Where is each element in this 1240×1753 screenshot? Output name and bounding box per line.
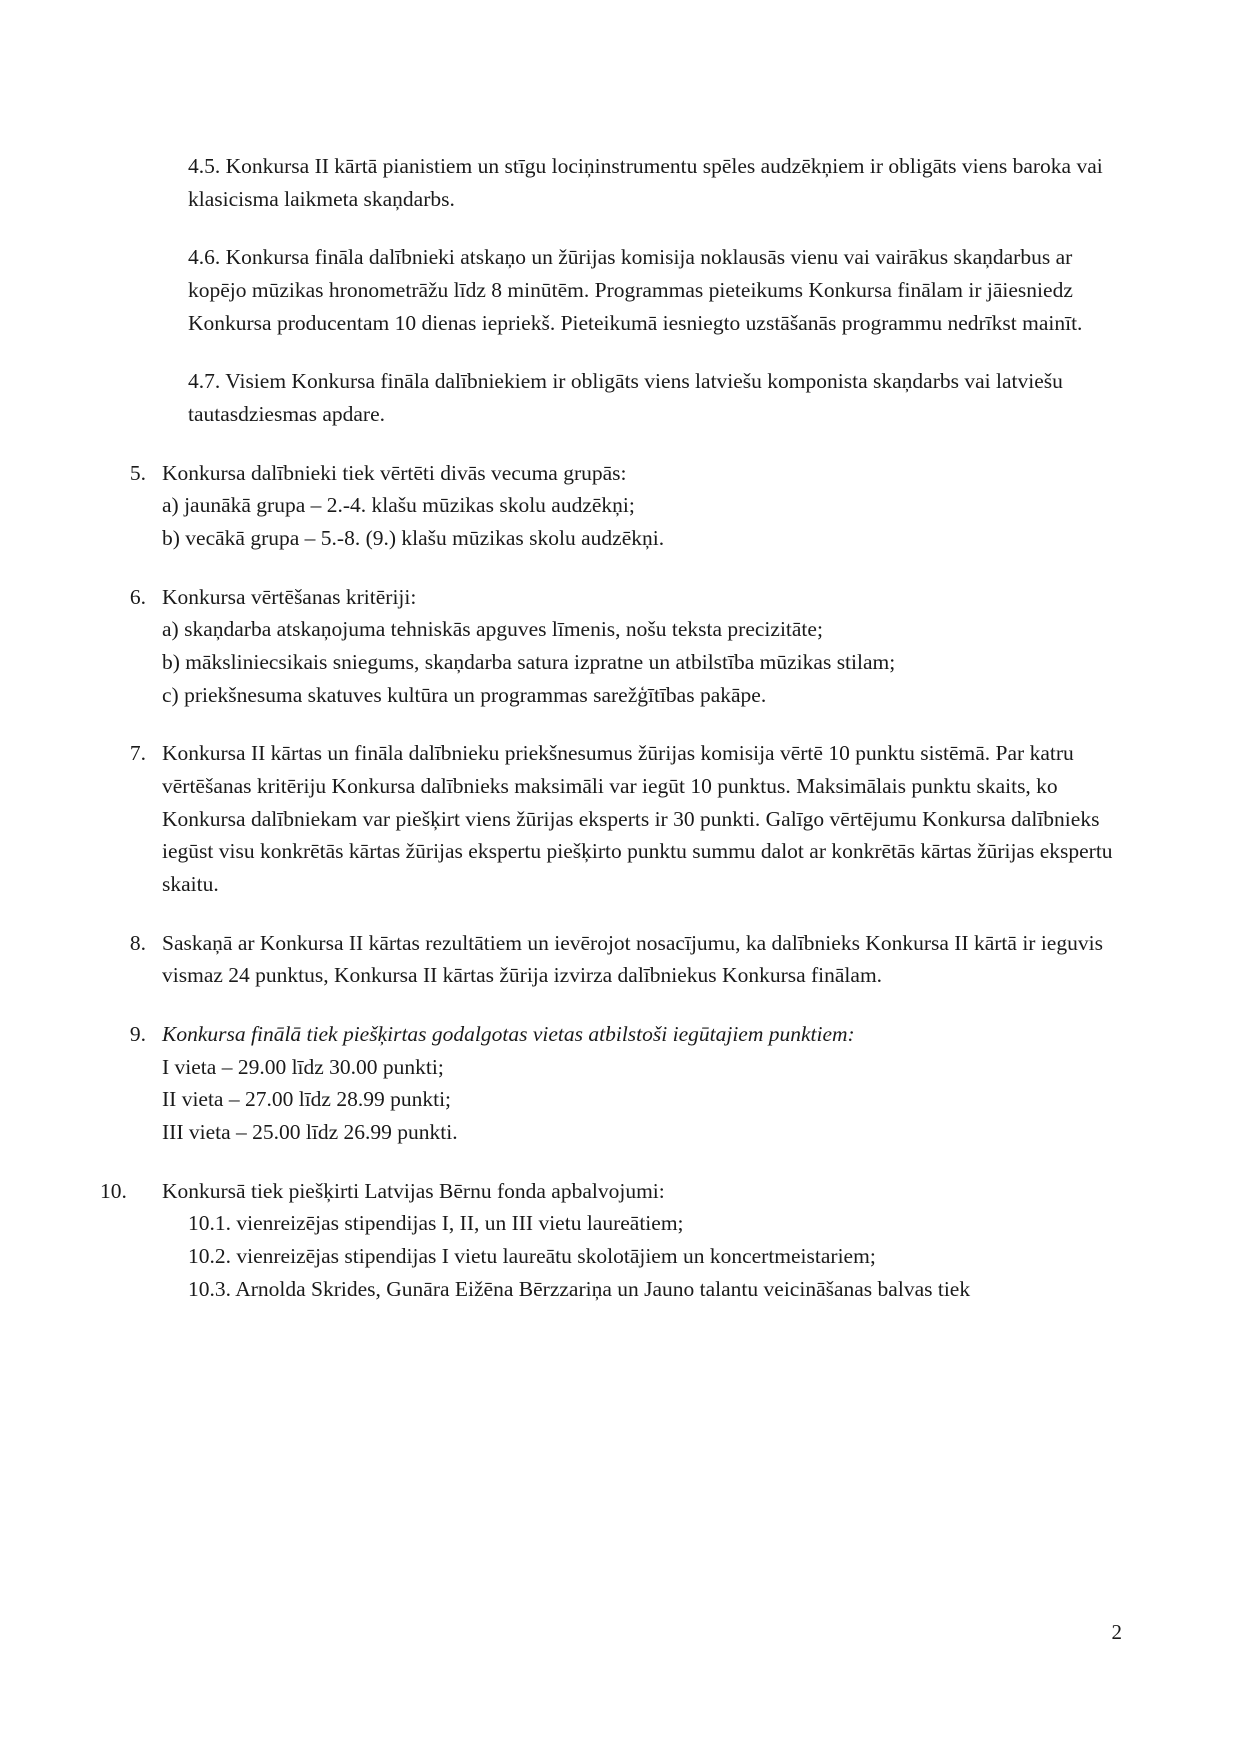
list-item-5 xyxy=(100,457,1122,555)
list-item-10-sublist xyxy=(162,1207,1122,1305)
paragraph-4-7: 4.7. Visiem Konkursa fināla dalībniekiem ir obligāts viens latviešu komponista skaņdarbs vai latviešu tautasdziesmas apdare. xyxy=(188,369,1063,427)
list-item-7-content xyxy=(162,737,1122,900)
list-item-10-content xyxy=(162,1175,1122,1306)
list-item-8 xyxy=(100,927,1122,992)
list-item-6-subline-b: b) māksliniecsikais sniegums, skaņdarba satura izpratne un atbilstība mūzikas stilam; xyxy=(162,650,896,675)
list-item-9-subline-iii: III vieta – 25.00 līdz 26.99 punkti. xyxy=(162,1120,458,1145)
list-item-10-1: 10.1. vienreizējas stipendijas I, II, un III vietu laureātiem; xyxy=(188,1211,684,1236)
list-item-6 xyxy=(100,581,1122,712)
list-item-6-subline-c: c) priekšnesuma skatuves kultūra un programmas sarežģītības pakāpe. xyxy=(162,682,767,707)
list-item-10-2: 10.2. vienreizējas stipendijas I vietu laureātu skolotājiem un koncertmeistariem; xyxy=(188,1244,876,1269)
list-item-8-number: 8. xyxy=(129,930,146,955)
list-item-5-content xyxy=(162,457,1122,555)
list-item-10 xyxy=(100,1175,1122,1306)
list-item-9-content xyxy=(162,1018,1122,1149)
list-item-6-number: 6. xyxy=(129,584,146,609)
list-item-6-subline-a: a) skaņdarba atskaņojuma tehniskās apguves līmenis, nošu teksta precizitāte; xyxy=(162,617,823,642)
list-item-5-number: 5. xyxy=(129,460,146,485)
list-item-6-content xyxy=(162,581,1122,712)
document-body xyxy=(100,150,1122,1305)
list-item-5-subline-a: a) jaunākā grupa – 2.-4. klašu mūzikas skolu audzēkņi; xyxy=(162,493,635,518)
list-item-5-subline-b: b) vecākā grupa – 5.-8. (9.) klašu mūzikas skolu audzēkņi. xyxy=(162,526,665,551)
list-item-9 xyxy=(100,1018,1122,1149)
page-number: 2 xyxy=(1111,1620,1122,1644)
paragraph-4-5: 4.5. Konkursa II kārtā pianistiem un stīgu lociņinstrumentu spēles audzēkņiem ir obligāts viens baroka vai klasicisma laikmeta skaņdarbs. xyxy=(188,154,1103,211)
list-item-10-number: 10. xyxy=(100,1178,127,1203)
list-item-10-3: 10.3. Arnolda Skrides, Gunāra Eižēna Bērzzariņa un Jauno talantu veicināšanas balvas tiek xyxy=(188,1276,971,1301)
list-item-7-lead: Konkursa II kārtas un fināla dalībnieku priekšnesumus žūrijas komisija vērtē 10 punktu sistēmā. Par katru vērtēšanas kritēriju Konkursa dalībnieks maksimāli var iegūt 10 punktus. Maksimālais punktu skaits, ko Konkursa dalībniekam var piešķirt viens žūrijas eksperts ir 30 punkti. Galīgo vērtējumu Konkursa dalībnieks iegūst visu konkrētās kārtas žūrijas ekspertu piešķirto punktu summu dalot ar konkrētās kārtas žūrijas ekspertu skaitu. xyxy=(162,741,1113,897)
list-item-9-subline-i: I vieta – 29.00 līdz 30.00 punkti; xyxy=(162,1054,444,1079)
list-item-9-subline-ii: II vieta – 27.00 līdz 28.99 punkti; xyxy=(162,1087,452,1112)
list-item-9-lead: Konkursa finālā tiek piešķirtas godalgotas vietas atbilstoši iegūtajiem punktiem: xyxy=(162,1022,855,1047)
list-item-8-content xyxy=(162,927,1122,992)
paragraph-4-6: 4.6. Konkursa fināla dalībnieki atskaņo un žūrijas komisija noklausās vienu vai vairākus skaņdarbus ar kopējo mūzikas hronometrāžu līdz 8 minūtēm. Programmas pieteikums Konkursa finālam ir jāiesniedz Konkursa producentam 10 dienas iepriekš. Pieteikumā iesniegto uzstāšanās programmu nedrīkst mainīt. xyxy=(188,245,1083,335)
list-item-6-lead: Konkursa vērtēšanas kritēriji: xyxy=(162,584,417,609)
list-item-5-lead: Konkursa dalībnieki tiek vērtēti divās vecuma grupās: xyxy=(162,460,627,485)
list-item-10-lead: Konkursā tiek piešķirti Latvijas Bērnu fonda apbalvojumi: xyxy=(162,1178,665,1203)
list-item-8-lead: Saskaņā ar Konkursa II kārtas rezultātiem un ievērojot nosacījumu, ka dalībnieks Konkursa II kārtā ir ieguvis vismaz 24 punktus, Konkursa II kārtas žūrija izvirza dalībniekus Konkursa finālam. xyxy=(162,930,1103,988)
list-item-9-number: 9. xyxy=(129,1022,146,1047)
list-item-7-number: 7. xyxy=(129,741,146,766)
list-item-7 xyxy=(100,737,1122,900)
